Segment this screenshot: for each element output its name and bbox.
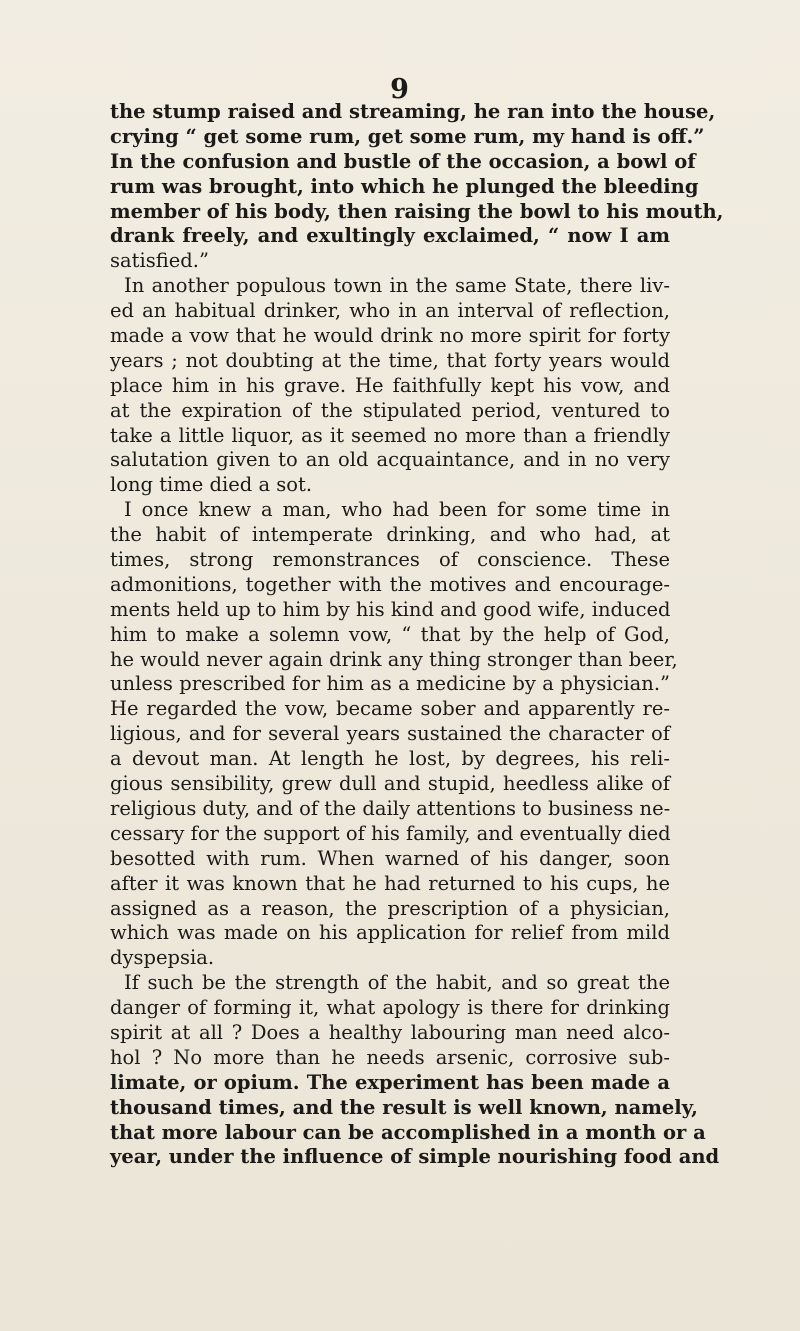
text-line: spirit at all ? Does a healthy labouring man need alco- [110, 1020, 670, 1044]
text-line: If such be the strength of the habit, and so great the [124, 971, 670, 995]
text-line: rum was brought, into which he plunged the bleeding [110, 174, 699, 198]
text-line: that more labour can be accomplished in a month or a [110, 1120, 706, 1144]
text-line: ed an habitual drinker, who in an interval of reflection, [110, 299, 670, 323]
text-line: religious duty, and of the daily attentions to business ne- [110, 796, 671, 820]
text-line: limate, or opium. The experiment has been made a [110, 1070, 670, 1094]
text-line: In the confusion and bustle of the occasion, a bowl of [110, 149, 696, 173]
text-line: salutation given to an old acquaintance, and in no very [110, 448, 670, 472]
text-line: years ; not doubting at the time, that forty years would [110, 348, 670, 372]
text-line: besotted with rum. When warned of his danger, soon [110, 846, 670, 870]
text-line: place him in his grave. He faithfully kept his vow, and [110, 373, 670, 397]
text-line: take a little liquor, as it seemed no more than a friendly [110, 423, 670, 447]
text-line: the habit of intemperate drinking, and who had, at [110, 523, 670, 547]
body-text [110, 100, 724, 1170]
text-line: danger of forming it, what apology is there for drinking [110, 996, 670, 1020]
text-line: him to make a solemn vow, “ that by the help of God, [110, 622, 670, 646]
text-line: member of his body, then raising the bowl to his mouth, [110, 199, 724, 223]
text-line: ments held up to him by his kind and good wife, induced [110, 597, 671, 621]
text-line: long time died a sot. [110, 473, 313, 497]
text-line: gious sensibility, grew dull and stupid, heedless alike of [110, 772, 670, 796]
text-line: crying “ get some rum, get some rum, my hand is off.” [110, 124, 705, 148]
text-line: he would never again drink any thing stronger than beer, [110, 647, 678, 671]
text-line: satisfied.” [110, 249, 209, 273]
text-line: assigned as a reason, the prescription of a physician, [110, 896, 670, 920]
text-line: He regarded the vow, became sober and apparently re- [110, 697, 670, 721]
text-line: ligious, and for several years sustained the character of [110, 722, 670, 746]
page-number: 9 [390, 74, 410, 105]
text-line: year, under the influence of simple nourishing food and [110, 1145, 720, 1169]
text-line: cessary for the support of his family, and eventually died [110, 821, 671, 845]
text-line: dyspepsia. [110, 946, 215, 970]
text-line: at the expiration of the stipulated period, ventured to [110, 398, 670, 422]
text-line: which was made on his application for relief from mild [110, 921, 670, 945]
text-line: drank freely, and exultingly exclaimed, “ now I am [110, 224, 670, 248]
text-line: I once knew a man, who had been for some time in [124, 498, 670, 522]
text-line: thousand times, and the result is well known, namely, [110, 1095, 698, 1119]
text-line: unless prescribed for him as a medicine by a physician.” [110, 672, 670, 696]
text-line: hol ? No more than he needs arsenic, corrosive sub- [110, 1045, 670, 1069]
text-line: admonitions, together with the motives and encourage- [110, 572, 670, 596]
text-line: made a vow that he would drink no more spirit for forty [110, 324, 670, 348]
text-line: In another populous town in the same State, there liv- [124, 274, 670, 298]
text-line: after it was known that he had returned to his cups, he [110, 871, 670, 895]
text-line: times, strong remonstrances of conscience. These [110, 548, 670, 572]
text-line: the stump raised and streaming, he ran into the house, [110, 100, 716, 123]
text-line: a devout man. At length he lost, by degrees, his reli- [110, 747, 670, 771]
